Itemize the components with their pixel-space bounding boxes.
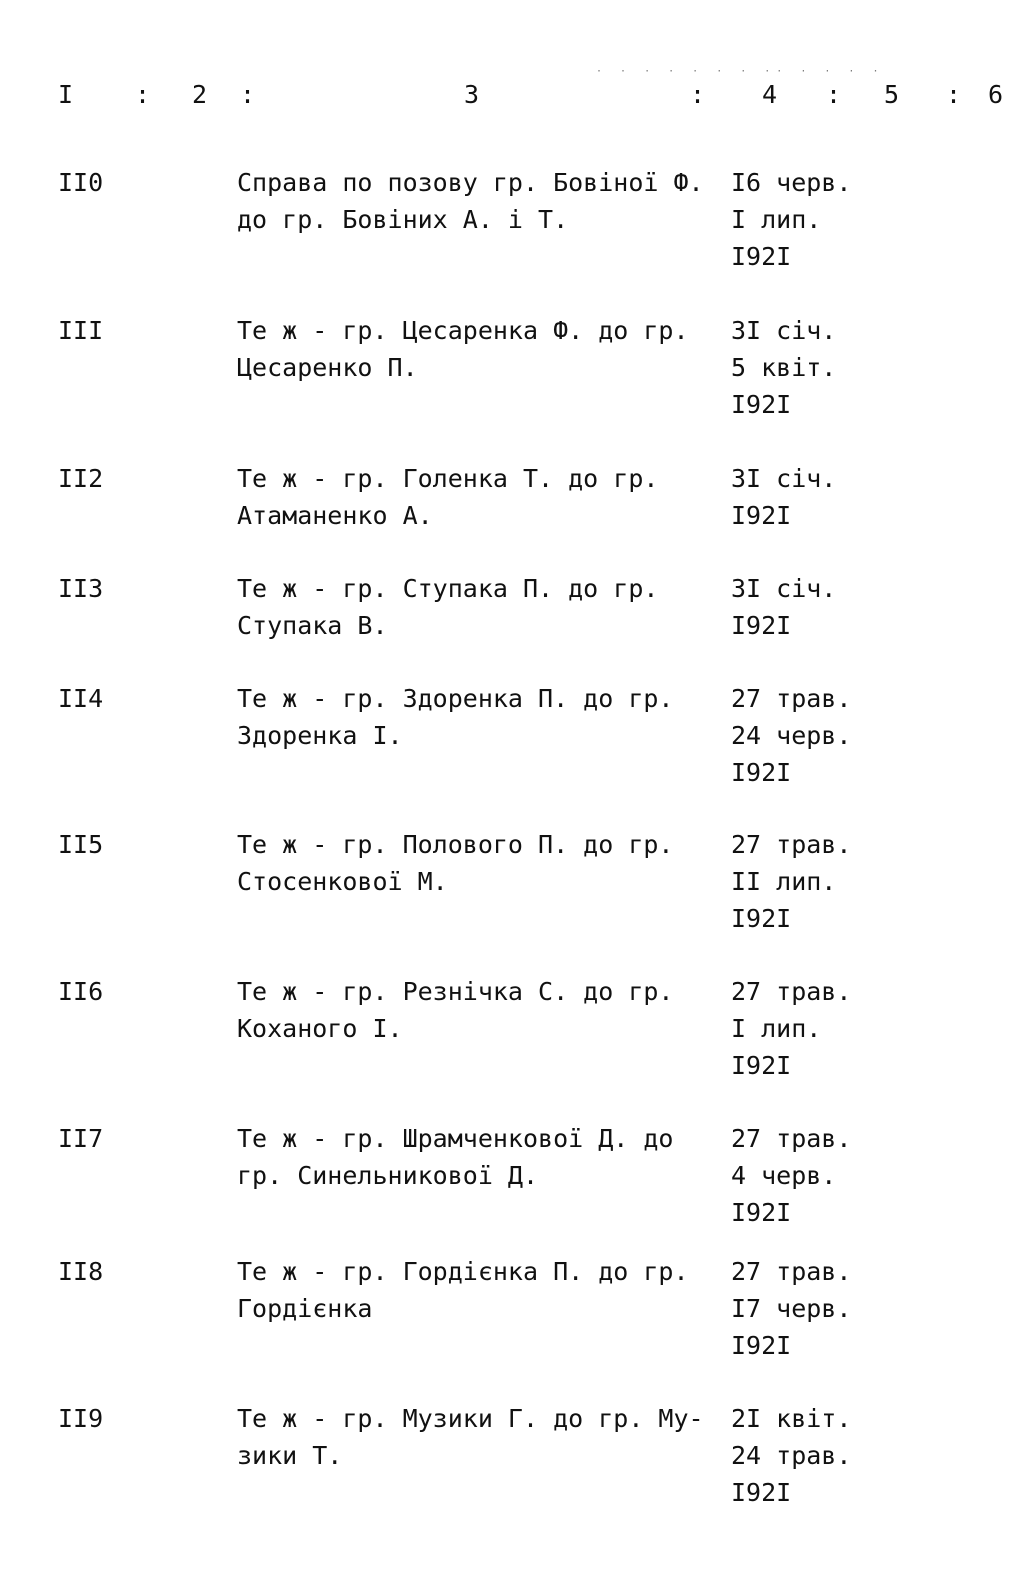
description-line: Атаманенко А.: [237, 501, 433, 530]
description-line: Цесаренко П.: [237, 353, 418, 382]
date-line: 5 квіт.: [731, 353, 837, 382]
date-line: I92I: [731, 1051, 792, 1080]
description-line: Здоренка І.: [237, 721, 403, 750]
record-number: II8: [58, 1257, 104, 1286]
date-line: I92I: [731, 1478, 792, 1507]
column-separator: :: [135, 80, 151, 109]
column-number-2: 2: [192, 80, 208, 109]
record-dates: [731, 1400, 881, 1511]
date-line: 27 трав.: [731, 684, 852, 713]
date-line: 2I квіт.: [731, 1404, 852, 1433]
date-line: 4 черв.: [731, 1161, 837, 1190]
record-description: [237, 460, 717, 534]
record-number: II0: [58, 168, 104, 197]
record-number: II5: [58, 830, 104, 859]
record-dates: [731, 680, 881, 791]
column-number-6: 6: [988, 80, 1004, 109]
description-line: Те ж - гр. Резнічка С. до гр.: [237, 977, 674, 1006]
date-line: 24 трав.: [731, 1441, 852, 1470]
column-number-5: 5: [884, 80, 900, 109]
record-dates: [731, 164, 881, 275]
description-line: Ступака В.: [237, 611, 388, 640]
description-line: Те ж - гр. Музики Г. до гр. Му-: [237, 1404, 704, 1433]
column-number-1: I: [58, 80, 74, 109]
date-line: I6 черв.: [731, 168, 852, 197]
date-line: I92I: [731, 904, 792, 933]
record-description: [237, 1120, 717, 1194]
description-line: Коханого І.: [237, 1014, 403, 1043]
record-description: [237, 973, 717, 1047]
record-description: [237, 312, 717, 386]
description-line: Стосенкової М.: [237, 867, 448, 896]
description-line: Гордієнка: [237, 1294, 373, 1323]
date-line: II лип.: [731, 867, 837, 896]
date-line: I92I: [731, 390, 792, 419]
description-line: Те ж - гр. Ступака П. до гр.: [237, 574, 659, 603]
column-separator: :: [946, 80, 962, 109]
date-line: 3I січ.: [731, 316, 837, 345]
record-description: [237, 680, 717, 754]
record-description: [237, 1253, 717, 1327]
column-header-row: [0, 80, 1024, 120]
column-separator: :: [826, 80, 842, 109]
date-line: I92I: [731, 758, 792, 787]
record-description: [237, 570, 717, 644]
record-dates: [731, 570, 881, 644]
record-description: [237, 826, 717, 900]
date-line: 27 трав.: [731, 1257, 852, 1286]
date-line: 3I січ.: [731, 464, 837, 493]
date-line: I лип.: [731, 1014, 822, 1043]
date-line: I7 черв.: [731, 1294, 852, 1323]
record-number: III: [58, 316, 104, 345]
record-number: II2: [58, 464, 104, 493]
record-dates: [731, 460, 881, 534]
date-line: I92I: [731, 242, 792, 271]
record-dates: [731, 312, 881, 423]
record-dates: [731, 1253, 881, 1364]
date-line: I92I: [731, 501, 792, 530]
description-line: Те ж - гр. Голенка Т. до гр.: [237, 464, 659, 493]
date-line: I92I: [731, 1331, 792, 1360]
description-line: зики Т.: [237, 1441, 343, 1470]
date-line: 27 трав.: [731, 977, 852, 1006]
record-description: [237, 1400, 717, 1474]
description-line: Те ж - гр. Шрамченкової Д. до: [237, 1124, 674, 1153]
date-line: 3I січ.: [731, 574, 837, 603]
description-line: Справа по позову гр. Бовіної Ф.: [237, 168, 704, 197]
record-dates: [731, 973, 881, 1084]
record-description: [237, 164, 717, 238]
description-line: Те ж - гр. Цесаренка Ф. до гр.: [237, 316, 689, 345]
column-separator: :: [690, 80, 706, 109]
record-dates: [731, 1120, 881, 1231]
date-line: I лип.: [731, 205, 822, 234]
record-number: II6: [58, 977, 104, 1006]
description-line: Те ж - гр. Полового П. до гр.: [237, 830, 674, 859]
description-line: Те ж - гр. Здоренка П. до гр.: [237, 684, 674, 713]
date-line: I92I: [731, 611, 792, 640]
record-number: II4: [58, 684, 104, 713]
record-dates: [731, 826, 881, 937]
date-line: I92I: [731, 1198, 792, 1227]
column-number-3: 3: [464, 80, 480, 109]
description-line: Те ж - гр. Гордієнка П. до гр.: [237, 1257, 689, 1286]
column-separator: :: [240, 80, 256, 109]
record-number: II3: [58, 574, 104, 603]
date-line: 27 трав.: [731, 1124, 852, 1153]
scan-specks: · · · · · · · ·· · · · ·: [596, 66, 885, 77]
description-line: до гр. Бовіних А. і Т.: [237, 205, 569, 234]
date-line: 24 черв.: [731, 721, 852, 750]
record-number: II7: [58, 1124, 104, 1153]
record-number: II9: [58, 1404, 104, 1433]
description-line: гр. Синельникової Д.: [237, 1161, 539, 1190]
date-line: 27 трав.: [731, 830, 852, 859]
column-number-4: 4: [762, 80, 778, 109]
